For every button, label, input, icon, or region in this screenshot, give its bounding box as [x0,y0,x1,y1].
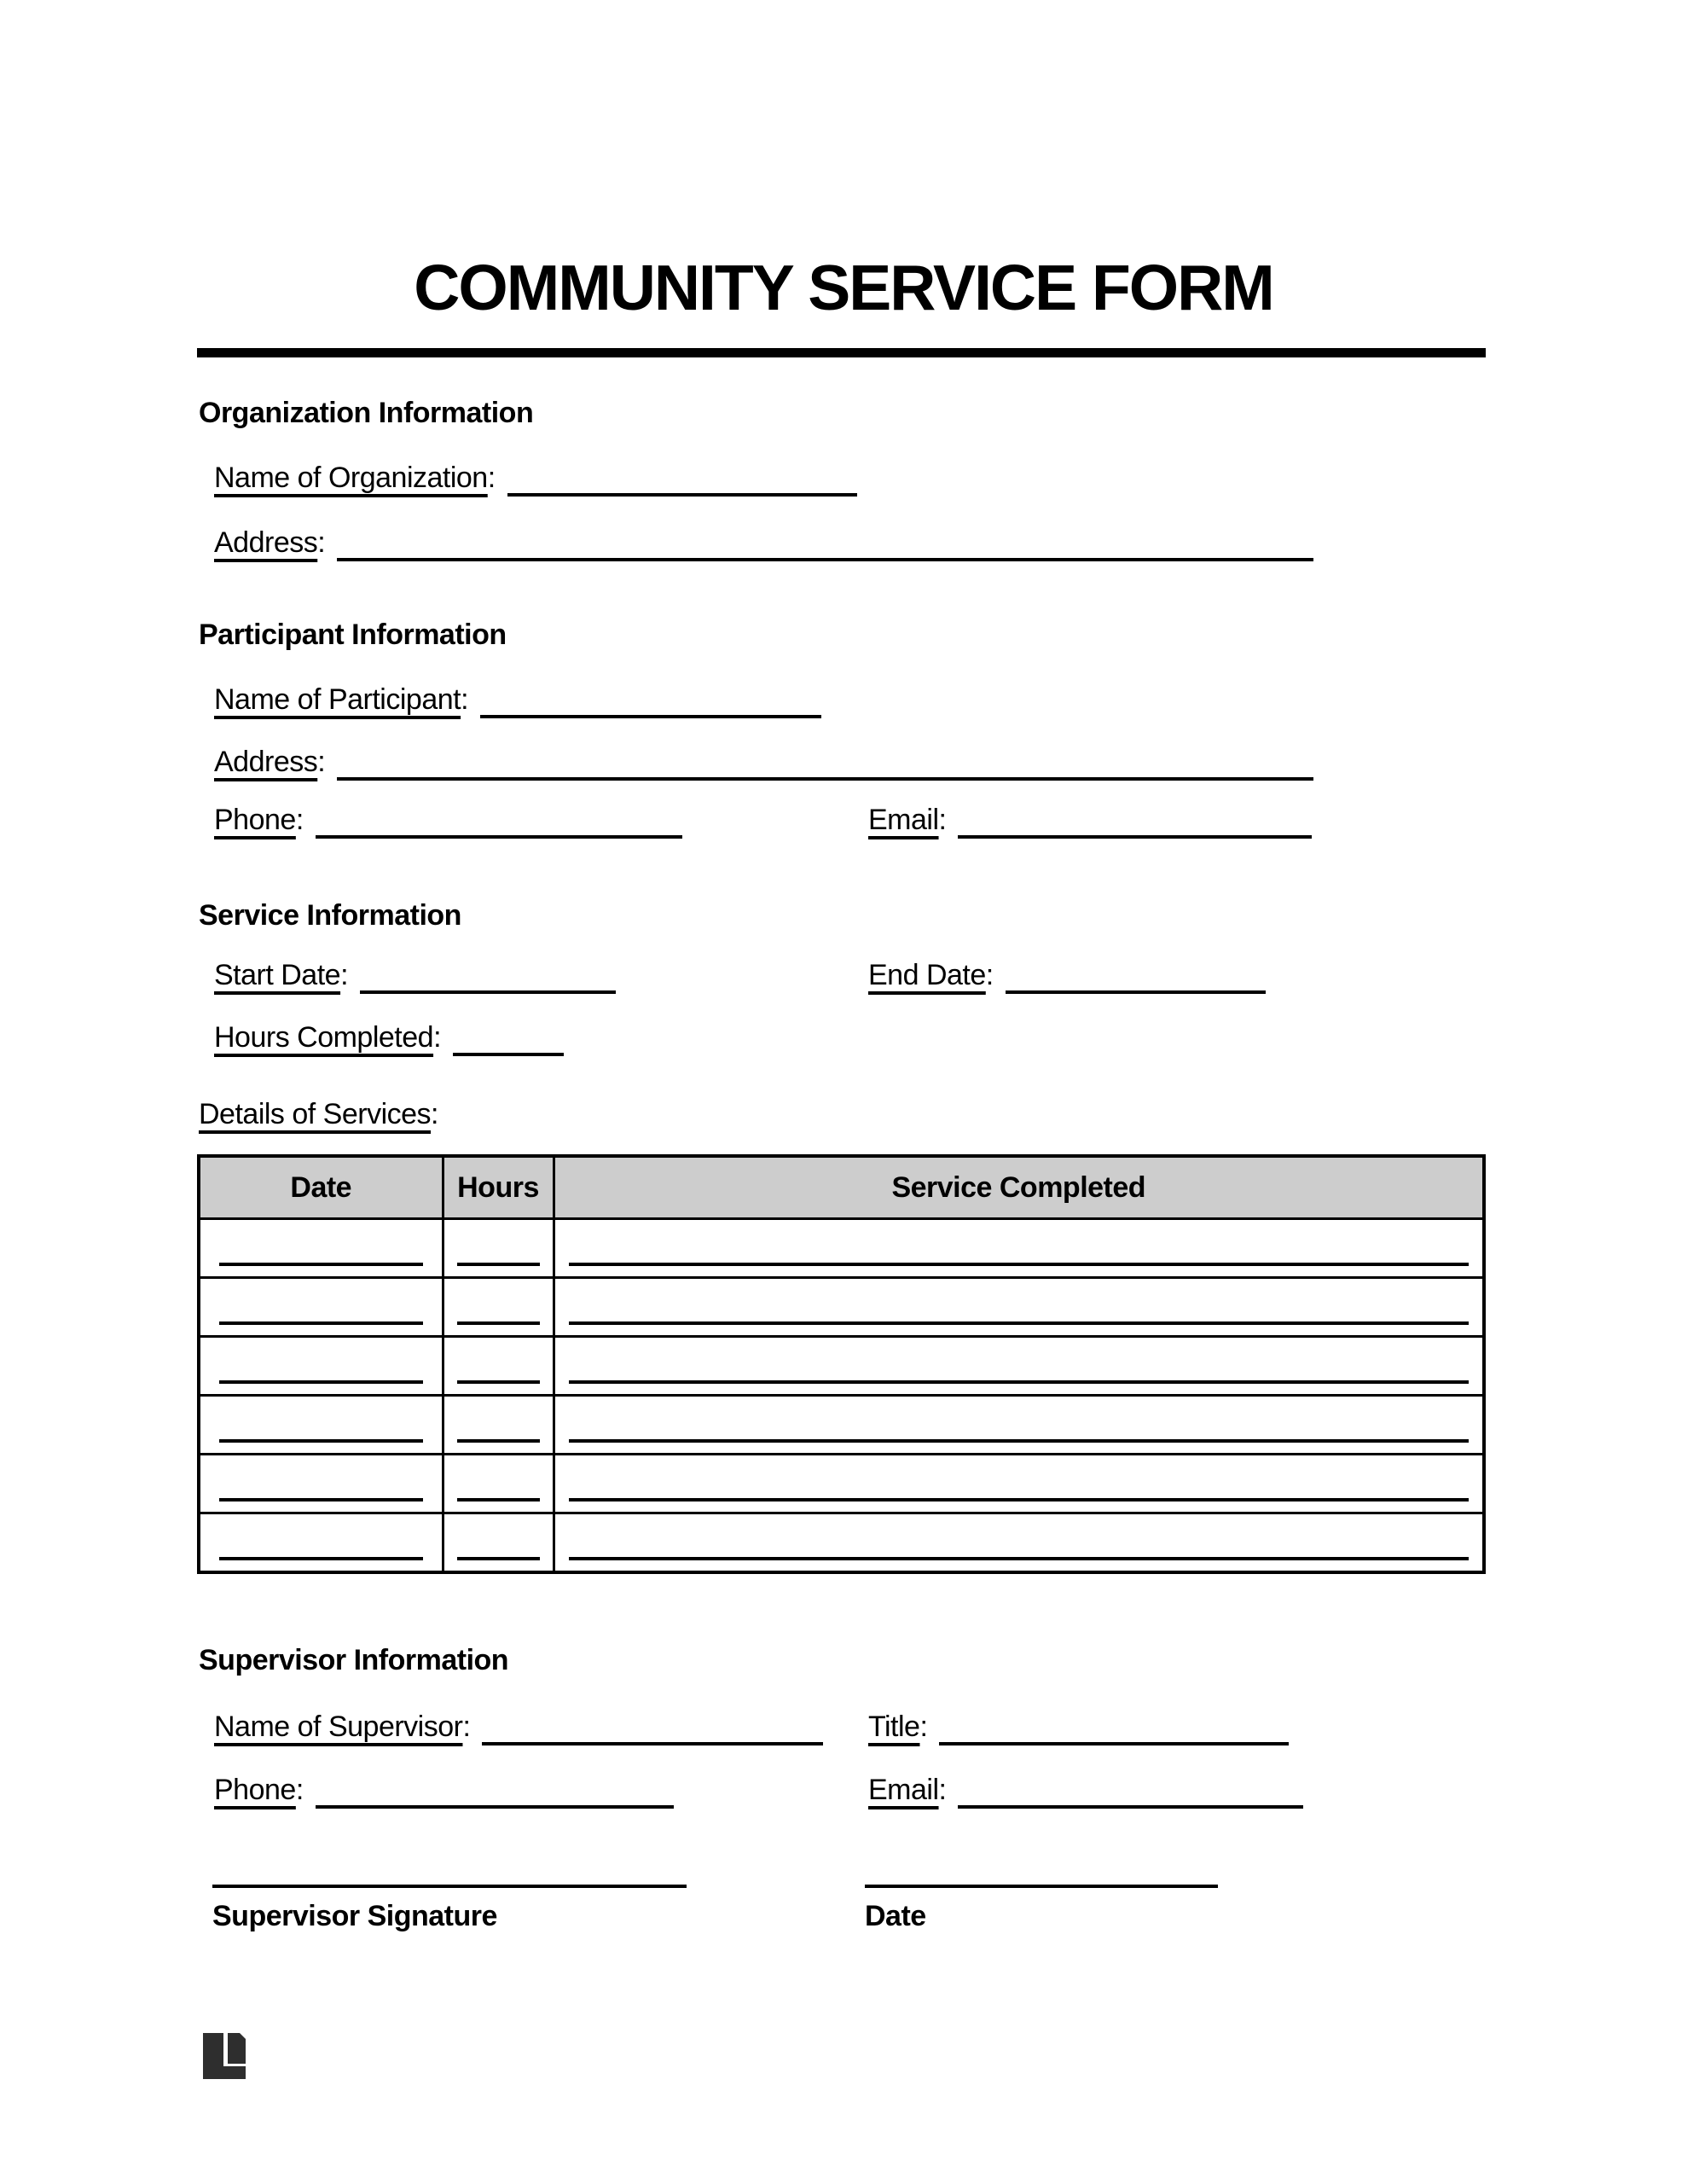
date-entry-blank[interactable] [219,1439,423,1443]
start-date-label: Start Date : [214,959,348,991]
supervisor-signature-line[interactable] [212,1885,687,1888]
service-completed-cell [554,1513,1484,1573]
table-row [199,1396,1484,1455]
legal-templates-logo-icon [203,2033,246,2079]
service-completed-cell [554,1219,1484,1278]
supervisor-name-label: Name of Supervisor : [214,1711,470,1743]
participant-name-field [214,682,821,718]
participant-address-field [214,745,1313,781]
supervisor-name-blank[interactable] [482,1742,823,1745]
supervisor-title-label: Title : [868,1711,927,1743]
hours-cell [443,1396,554,1455]
organization-name-label: Name of Organization : [214,462,496,494]
service-section-heading: Service Information [199,899,461,932]
date-cell [199,1337,443,1396]
supervisor-phone-field [214,1773,674,1809]
signature-date-block [865,1885,1218,1933]
table-row [199,1337,1484,1396]
date-cell [199,1513,443,1573]
participant-email-blank[interactable] [958,835,1312,839]
service-completed-cell [554,1337,1484,1396]
participant-email-label: Email : [868,804,946,836]
supervisor-phone-blank[interactable] [316,1805,674,1809]
supervisor-name-field [214,1710,823,1745]
supervisor-signature-label: Supervisor Signature [212,1900,497,1932]
date-cell [199,1455,443,1513]
service-completed-entry-blank[interactable] [569,1263,1470,1266]
date-column-header: Date [199,1156,443,1219]
hours-completed-label: Hours Completed : [214,1021,441,1054]
table-row [199,1219,1484,1278]
date-entry-blank[interactable] [219,1380,423,1384]
supervisor-email-blank[interactable] [958,1805,1303,1809]
participant-name-blank[interactable] [480,715,821,718]
participant-address-blank[interactable] [337,777,1313,781]
service-completed-entry-blank[interactable] [569,1321,1470,1325]
legal-templates-logo-icon [203,2033,246,2079]
hours-entry-blank[interactable] [457,1439,540,1443]
service-completed-cell [554,1455,1484,1513]
organization-address-field [214,526,1313,561]
service-completed-column-header: Service Completed [554,1156,1484,1219]
end-date-blank[interactable] [1006,990,1266,994]
supervisor-phone-label: Phone : [214,1774,304,1806]
start-date-blank[interactable] [360,990,616,994]
hours-cell [443,1513,554,1573]
table-row [199,1455,1484,1513]
supervisor-section-heading: Supervisor Information [199,1644,509,1676]
date-entry-blank[interactable] [219,1498,423,1502]
service-completed-entry-blank[interactable] [569,1439,1470,1443]
participant-phone-field [214,803,682,839]
start-date-field [214,958,616,994]
supervisor-email-field [868,1773,1303,1809]
hours-cell [443,1337,554,1396]
organization-address-blank[interactable] [337,558,1313,561]
service-completed-entry-blank[interactable] [569,1380,1470,1384]
organization-address-label: Address : [214,526,325,559]
details-table-body [199,1219,1484,1573]
supervisor-signature-block [212,1885,687,1933]
signature-date-line[interactable] [865,1885,1218,1888]
date-cell [199,1219,443,1278]
details-of-services-table [197,1154,1486,1574]
service-completed-entry-blank[interactable] [569,1557,1470,1560]
hours-completed-blank[interactable] [453,1053,564,1056]
supervisor-email-label: Email : [868,1774,946,1806]
supervisor-title-field [868,1710,1289,1745]
date-cell [199,1396,443,1455]
participant-phone-label: Phone : [214,804,304,836]
organization-section-heading: Organization Information [199,397,534,429]
details-of-services-label: Details of Services : [199,1098,438,1130]
date-entry-blank[interactable] [219,1321,423,1325]
service-completed-cell [554,1396,1484,1455]
hours-completed-field [214,1020,564,1056]
hours-column-header: Hours [443,1156,554,1219]
hours-entry-blank[interactable] [457,1263,540,1266]
participant-address-label: Address : [214,746,325,778]
service-completed-entry-blank[interactable] [569,1498,1470,1502]
end-date-field [868,958,1266,994]
details-of-services-caption [199,1097,438,1132]
signature-date-label: Date [865,1900,926,1932]
hours-cell [443,1455,554,1513]
hours-entry-blank[interactable] [457,1498,540,1502]
participant-email-field [868,803,1312,839]
end-date-label: End Date : [868,959,994,991]
date-entry-blank[interactable] [219,1557,423,1560]
table-header-row [199,1156,1484,1219]
date-entry-blank[interactable] [219,1263,423,1266]
participant-name-label: Name of Participant : [214,683,468,716]
table-row [199,1278,1484,1337]
hours-entry-blank[interactable] [457,1380,540,1384]
organization-name-blank[interactable] [507,493,857,497]
service-completed-cell [554,1278,1484,1337]
hours-entry-blank[interactable] [457,1321,540,1325]
hours-entry-blank[interactable] [457,1557,540,1560]
page-title: COMMUNITY SERVICE FORM [414,252,1273,323]
participant-phone-blank[interactable] [316,835,682,839]
organization-name-field [214,461,857,497]
supervisor-title-blank[interactable] [939,1742,1289,1745]
date-cell [199,1278,443,1337]
participant-section-heading: Participant Information [199,619,507,651]
hours-cell [443,1219,554,1278]
title-divider-rule [197,348,1486,357]
hours-cell [443,1278,554,1337]
table-row [199,1513,1484,1573]
